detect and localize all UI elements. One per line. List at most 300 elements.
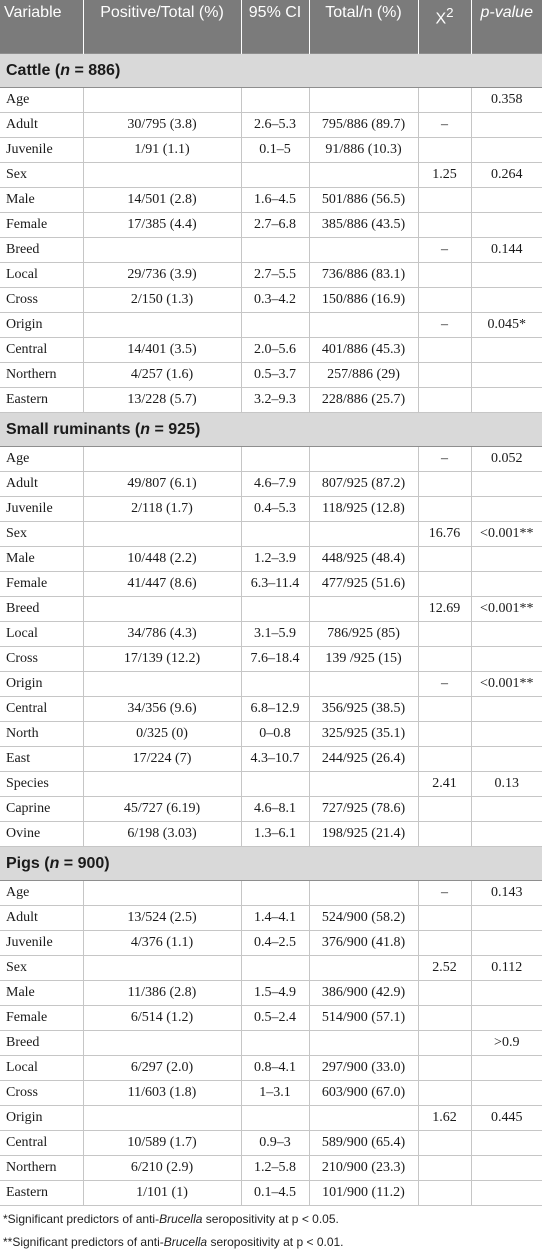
cell-total-n: 736/886 (83.1) <box>309 262 418 287</box>
cell-chi-square <box>418 387 471 412</box>
cell-p-value: 0.445 <box>471 1105 542 1130</box>
cell-positive-total: 13/524 (2.5) <box>83 905 241 930</box>
cell-ci: 1.4–4.1 <box>241 905 309 930</box>
cell-total-n <box>309 596 418 621</box>
table-row <box>0 771 542 796</box>
header-chi-base: X <box>435 10 447 28</box>
cell-total-n: 101/900 (11.2) <box>309 1180 418 1205</box>
table-row <box>0 821 542 846</box>
header-variable: Variable <box>0 0 83 53</box>
cell-variable: Sex <box>0 162 83 187</box>
cell-chi-square <box>418 696 471 721</box>
cell-total-n: 297/900 (33.0) <box>309 1055 418 1080</box>
cell-chi-square: 2.41 <box>418 771 471 796</box>
table-row <box>0 287 542 312</box>
cell-variable: Local <box>0 1055 83 1080</box>
cell-p-value <box>471 137 542 162</box>
cell-variable: Central <box>0 1130 83 1155</box>
cell-ci <box>241 237 309 262</box>
cell-total-n: 589/900 (65.4) <box>309 1130 418 1155</box>
cell-total-n: 356/925 (38.5) <box>309 696 418 721</box>
cell-total-n: 795/886 (89.7) <box>309 112 418 137</box>
table-row <box>0 87 542 112</box>
cell-ci: 1.2–5.8 <box>241 1155 309 1180</box>
cell-p-value <box>471 546 542 571</box>
cell-positive-total: 1/101 (1) <box>83 1180 241 1205</box>
cell-positive-total: 34/786 (4.3) <box>83 621 241 646</box>
cell-total-n <box>309 237 418 262</box>
cell-ci: 0.3–4.2 <box>241 287 309 312</box>
cell-positive-total <box>83 162 241 187</box>
cell-variable: Breed <box>0 596 83 621</box>
cell-p-value: 0.13 <box>471 771 542 796</box>
cell-positive-total: 13/228 (5.7) <box>83 387 241 412</box>
cell-total-n: 150/886 (16.9) <box>309 287 418 312</box>
cell-chi-square <box>418 1180 471 1205</box>
cell-p-value <box>471 905 542 930</box>
cell-chi-square <box>418 821 471 846</box>
table-row <box>0 1105 542 1130</box>
cell-chi-square: – <box>418 112 471 137</box>
cell-chi-square <box>418 796 471 821</box>
table-row <box>0 1155 542 1180</box>
cell-ci: 0.8–4.1 <box>241 1055 309 1080</box>
cell-variable: Ovine <box>0 821 83 846</box>
cell-variable: Adult <box>0 471 83 496</box>
cell-positive-total: 1/91 (1.1) <box>83 137 241 162</box>
header-p-value: p-value <box>471 0 542 53</box>
cell-chi-square: – <box>418 880 471 905</box>
table-row <box>0 471 542 496</box>
cell-total-n: 91/886 (10.3) <box>309 137 418 162</box>
cell-ci: 3.2–9.3 <box>241 387 309 412</box>
cell-positive-total <box>83 955 241 980</box>
cell-positive-total <box>83 671 241 696</box>
section-label: Small ruminants ( <box>6 421 141 438</box>
header-row <box>0 0 542 53</box>
cell-ci <box>241 955 309 980</box>
section-n-variable: n <box>49 855 60 872</box>
section-n-value: = 900) <box>59 855 110 872</box>
cell-p-value <box>471 287 542 312</box>
cell-chi-square <box>418 1080 471 1105</box>
cell-ci: 0.4–5.3 <box>241 496 309 521</box>
cell-variable: Northern <box>0 1155 83 1180</box>
table-row <box>0 546 542 571</box>
cell-p-value <box>471 337 542 362</box>
table-row <box>0 646 542 671</box>
cell-ci: 3.1–5.9 <box>241 621 309 646</box>
cell-chi-square: 16.76 <box>418 521 471 546</box>
cell-positive-total: 2/150 (1.3) <box>83 287 241 312</box>
cell-positive-total: 41/447 (8.6) <box>83 571 241 596</box>
cell-positive-total: 6/198 (3.03) <box>83 821 241 846</box>
cell-variable: Age <box>0 446 83 471</box>
cell-ci: 1.3–6.1 <box>241 821 309 846</box>
cell-positive-total: 29/736 (3.9) <box>83 262 241 287</box>
cell-variable: Breed <box>0 1030 83 1055</box>
cell-p-value <box>471 1130 542 1155</box>
table-row <box>0 496 542 521</box>
cell-total-n: 257/886 (29) <box>309 362 418 387</box>
cell-positive-total: 49/807 (6.1) <box>83 471 241 496</box>
header-ci: 95% CI <box>241 0 309 53</box>
cell-variable: Central <box>0 696 83 721</box>
cell-p-value <box>471 471 542 496</box>
table-row <box>0 362 542 387</box>
footnote-organism: Brucella <box>163 1234 208 1249</box>
cell-p-value: <0.001** <box>471 671 542 696</box>
cell-chi-square <box>418 980 471 1005</box>
header-chi-square <box>418 0 471 53</box>
cell-p-value <box>471 796 542 821</box>
cell-p-value: 0.045* <box>471 312 542 337</box>
table-header <box>0 0 542 53</box>
cell-chi-square <box>418 1155 471 1180</box>
cell-p-value: 0.358 <box>471 87 542 112</box>
cell-total-n: 603/900 (67.0) <box>309 1080 418 1105</box>
cell-variable: Origin <box>0 312 83 337</box>
cell-variable: Age <box>0 880 83 905</box>
footnote-text: **Significant predictors of anti- <box>3 1234 164 1249</box>
cell-ci: 0–0.8 <box>241 721 309 746</box>
cell-total-n <box>309 87 418 112</box>
cell-ci: 0.5–2.4 <box>241 1005 309 1030</box>
cell-total-n: 139 /925 (15) <box>309 646 418 671</box>
cell-positive-total <box>83 312 241 337</box>
cell-chi-square: – <box>418 312 471 337</box>
cell-chi-square: – <box>418 671 471 696</box>
table-row <box>0 212 542 237</box>
section-n-value: = 886) <box>70 62 121 79</box>
cell-p-value <box>471 187 542 212</box>
cell-p-value <box>471 1180 542 1205</box>
cell-positive-total: 10/448 (2.2) <box>83 546 241 571</box>
cell-p-value <box>471 387 542 412</box>
cell-ci <box>241 446 309 471</box>
cell-total-n <box>309 671 418 696</box>
cell-positive-total <box>83 1030 241 1055</box>
cell-total-n <box>309 880 418 905</box>
table-row <box>0 446 542 471</box>
cell-positive-total <box>83 771 241 796</box>
table-row <box>0 696 542 721</box>
cell-p-value: 0.264 <box>471 162 542 187</box>
cell-p-value <box>471 212 542 237</box>
cell-total-n: 210/900 (23.3) <box>309 1155 418 1180</box>
cell-chi-square <box>418 187 471 212</box>
cell-ci: 1.6–4.5 <box>241 187 309 212</box>
table-row <box>0 262 542 287</box>
table-row <box>0 746 542 771</box>
cell-p-value <box>471 262 542 287</box>
table-row <box>0 237 542 262</box>
cell-variable: Cross <box>0 287 83 312</box>
cell-chi-square <box>418 287 471 312</box>
cell-positive-total: 45/727 (6.19) <box>83 796 241 821</box>
cell-p-value <box>471 980 542 1005</box>
table-row <box>0 1055 542 1080</box>
cell-chi-square <box>418 930 471 955</box>
cell-total-n <box>309 312 418 337</box>
cell-variable: North <box>0 721 83 746</box>
cell-positive-total: 4/376 (1.1) <box>83 930 241 955</box>
cell-chi-square <box>418 1130 471 1155</box>
cell-ci: 0.1–4.5 <box>241 1180 309 1205</box>
footnote <box>0 1209 542 1229</box>
cell-variable: Origin <box>0 1105 83 1130</box>
cell-chi-square <box>418 362 471 387</box>
cell-variable: Female <box>0 212 83 237</box>
table-row <box>0 930 542 955</box>
section-n-variable: n <box>140 421 151 438</box>
cell-chi-square <box>418 546 471 571</box>
table-row <box>0 337 542 362</box>
table-row <box>0 571 542 596</box>
table-row <box>0 621 542 646</box>
cell-chi-square <box>418 496 471 521</box>
cell-total-n: 448/925 (48.4) <box>309 546 418 571</box>
cell-ci: 0.1–5 <box>241 137 309 162</box>
cell-chi-square <box>418 471 471 496</box>
cell-ci: 1.2–3.9 <box>241 546 309 571</box>
cell-chi-square <box>418 137 471 162</box>
cell-ci <box>241 1030 309 1055</box>
cell-chi-square <box>418 571 471 596</box>
cell-variable: Male <box>0 187 83 212</box>
cell-total-n <box>309 162 418 187</box>
cell-ci <box>241 87 309 112</box>
cell-variable: Adult <box>0 905 83 930</box>
table-row <box>0 880 542 905</box>
cell-variable: Juvenile <box>0 496 83 521</box>
cell-variable: Sex <box>0 521 83 546</box>
cell-variable: Local <box>0 262 83 287</box>
cell-total-n <box>309 1030 418 1055</box>
cell-chi-square <box>418 337 471 362</box>
cell-p-value: <0.001** <box>471 521 542 546</box>
cell-positive-total: 34/356 (9.6) <box>83 696 241 721</box>
cell-positive-total <box>83 521 241 546</box>
cell-total-n: 514/900 (57.1) <box>309 1005 418 1030</box>
cell-variable: Male <box>0 546 83 571</box>
cell-ci: 4.6–7.9 <box>241 471 309 496</box>
cell-positive-total <box>83 87 241 112</box>
section-header-row <box>0 53 542 87</box>
cell-total-n: 524/900 (58.2) <box>309 905 418 930</box>
cell-variable: Origin <box>0 671 83 696</box>
cell-positive-total: 11/386 (2.8) <box>83 980 241 1005</box>
cell-total-n: 501/886 (56.5) <box>309 187 418 212</box>
footnote-text-end: seropositivity at p < 0.05. <box>202 1211 339 1226</box>
cell-p-value <box>471 1055 542 1080</box>
header-chi-sup: 2 <box>446 5 454 20</box>
cell-p-value <box>471 1080 542 1105</box>
cell-variable: Age <box>0 87 83 112</box>
footnotes <box>0 1209 542 1252</box>
cell-variable: Juvenile <box>0 930 83 955</box>
cell-p-value <box>471 646 542 671</box>
cell-ci <box>241 521 309 546</box>
section-title <box>0 53 542 87</box>
cell-positive-total: 6/514 (1.2) <box>83 1005 241 1030</box>
table-row <box>0 955 542 980</box>
cell-chi-square <box>418 721 471 746</box>
section-header-row <box>0 846 542 880</box>
section-n-variable: n <box>60 62 71 79</box>
cell-chi-square <box>418 746 471 771</box>
cell-positive-total <box>83 880 241 905</box>
cell-ci <box>241 880 309 905</box>
cell-ci: 1.5–4.9 <box>241 980 309 1005</box>
cell-p-value <box>471 571 542 596</box>
cell-p-value <box>471 930 542 955</box>
cell-chi-square <box>418 905 471 930</box>
table-row <box>0 1130 542 1155</box>
cell-positive-total: 6/210 (2.9) <box>83 1155 241 1180</box>
cell-p-value: 0.144 <box>471 237 542 262</box>
table-row <box>0 162 542 187</box>
cell-total-n: 477/925 (51.6) <box>309 571 418 596</box>
cell-ci <box>241 596 309 621</box>
footnote-organism: Brucella <box>159 1211 203 1226</box>
cell-positive-total: 11/603 (1.8) <box>83 1080 241 1105</box>
cell-total-n <box>309 446 418 471</box>
cell-positive-total: 14/501 (2.8) <box>83 187 241 212</box>
table-row <box>0 905 542 930</box>
table-row <box>0 796 542 821</box>
cell-ci: 4.6–8.1 <box>241 796 309 821</box>
table-row <box>0 1080 542 1105</box>
section-header-row <box>0 412 542 446</box>
section-title <box>0 846 542 880</box>
cell-positive-total: 10/589 (1.7) <box>83 1130 241 1155</box>
cell-total-n: 786/925 (85) <box>309 621 418 646</box>
cell-variable: Breed <box>0 237 83 262</box>
cell-chi-square <box>418 87 471 112</box>
cell-chi-square <box>418 1030 471 1055</box>
cell-positive-total <box>83 596 241 621</box>
cell-p-value: >0.9 <box>471 1030 542 1055</box>
cell-ci: 0.5–3.7 <box>241 362 309 387</box>
cell-positive-total: 17/385 (4.4) <box>83 212 241 237</box>
table-row <box>0 521 542 546</box>
cell-total-n: 228/886 (25.7) <box>309 387 418 412</box>
cell-positive-total <box>83 446 241 471</box>
cell-variable: Local <box>0 621 83 646</box>
cell-total-n: 401/886 (45.3) <box>309 337 418 362</box>
cell-ci: 7.6–18.4 <box>241 646 309 671</box>
cell-total-n <box>309 1105 418 1130</box>
cell-positive-total: 17/224 (7) <box>83 746 241 771</box>
cell-total-n <box>309 955 418 980</box>
cell-p-value <box>471 362 542 387</box>
section-label: Pigs ( <box>6 855 50 872</box>
cell-chi-square: – <box>418 237 471 262</box>
table-row <box>0 980 542 1005</box>
table-row <box>0 137 542 162</box>
cell-p-value <box>471 746 542 771</box>
cell-total-n <box>309 771 418 796</box>
cell-ci: 6.8–12.9 <box>241 696 309 721</box>
cell-positive-total: 4/257 (1.6) <box>83 362 241 387</box>
cell-p-value <box>471 621 542 646</box>
cell-ci: 4.3–10.7 <box>241 746 309 771</box>
table-row <box>0 721 542 746</box>
cell-positive-total: 14/401 (3.5) <box>83 337 241 362</box>
cell-chi-square: – <box>418 446 471 471</box>
cell-chi-square <box>418 621 471 646</box>
cell-ci: 0.9–3 <box>241 1130 309 1155</box>
cell-total-n: 807/925 (87.2) <box>309 471 418 496</box>
cell-total-n: 118/925 (12.8) <box>309 496 418 521</box>
cell-ci: 1–3.1 <box>241 1080 309 1105</box>
cell-total-n: 244/925 (26.4) <box>309 746 418 771</box>
cell-ci <box>241 1105 309 1130</box>
cell-variable: Sex <box>0 955 83 980</box>
cell-chi-square <box>418 646 471 671</box>
cell-ci: 2.0–5.6 <box>241 337 309 362</box>
cell-total-n: 325/925 (35.1) <box>309 721 418 746</box>
cell-p-value <box>471 112 542 137</box>
cell-ci <box>241 312 309 337</box>
cell-total-n <box>309 521 418 546</box>
cell-ci: 2.6–5.3 <box>241 112 309 137</box>
cell-p-value <box>471 821 542 846</box>
cell-chi-square: 1.62 <box>418 1105 471 1130</box>
header-total-n: Total/n (%) <box>309 0 418 53</box>
cell-ci <box>241 771 309 796</box>
cell-positive-total: 2/118 (1.7) <box>83 496 241 521</box>
footnote-text: *Significant predictors of anti- <box>3 1211 160 1226</box>
table-row <box>0 671 542 696</box>
table-body <box>0 53 542 1205</box>
cell-total-n: 386/900 (42.9) <box>309 980 418 1005</box>
cell-positive-total: 17/139 (12.2) <box>83 646 241 671</box>
cell-ci: 6.3–11.4 <box>241 571 309 596</box>
table-row <box>0 312 542 337</box>
cell-chi-square <box>418 262 471 287</box>
cell-ci <box>241 162 309 187</box>
cell-variable: Cross <box>0 1080 83 1105</box>
cell-ci: 2.7–6.8 <box>241 212 309 237</box>
cell-p-value <box>471 696 542 721</box>
cell-variable: Caprine <box>0 796 83 821</box>
cell-chi-square <box>418 1005 471 1030</box>
cell-p-value <box>471 1005 542 1030</box>
cell-p-value: 0.052 <box>471 446 542 471</box>
table-row <box>0 387 542 412</box>
cell-variable: Female <box>0 1005 83 1030</box>
cell-variable: Female <box>0 571 83 596</box>
cell-variable: Cross <box>0 646 83 671</box>
cell-total-n: 198/925 (21.4) <box>309 821 418 846</box>
cell-chi-square <box>418 212 471 237</box>
cell-positive-total <box>83 1105 241 1130</box>
cell-positive-total: 6/297 (2.0) <box>83 1055 241 1080</box>
table-row <box>0 1030 542 1055</box>
header-positive-total: Positive/Total (%) <box>83 0 241 53</box>
cell-variable: Eastern <box>0 387 83 412</box>
cell-ci: 0.4–2.5 <box>241 930 309 955</box>
section-label: Cattle ( <box>6 62 61 79</box>
table-row <box>0 112 542 137</box>
cell-variable: Eastern <box>0 1180 83 1205</box>
cell-positive-total: 30/795 (3.8) <box>83 112 241 137</box>
cell-chi-square: 2.52 <box>418 955 471 980</box>
footnote-text-end: seropositivity at p < 0.01. <box>207 1234 344 1249</box>
cell-p-value: 0.143 <box>471 880 542 905</box>
